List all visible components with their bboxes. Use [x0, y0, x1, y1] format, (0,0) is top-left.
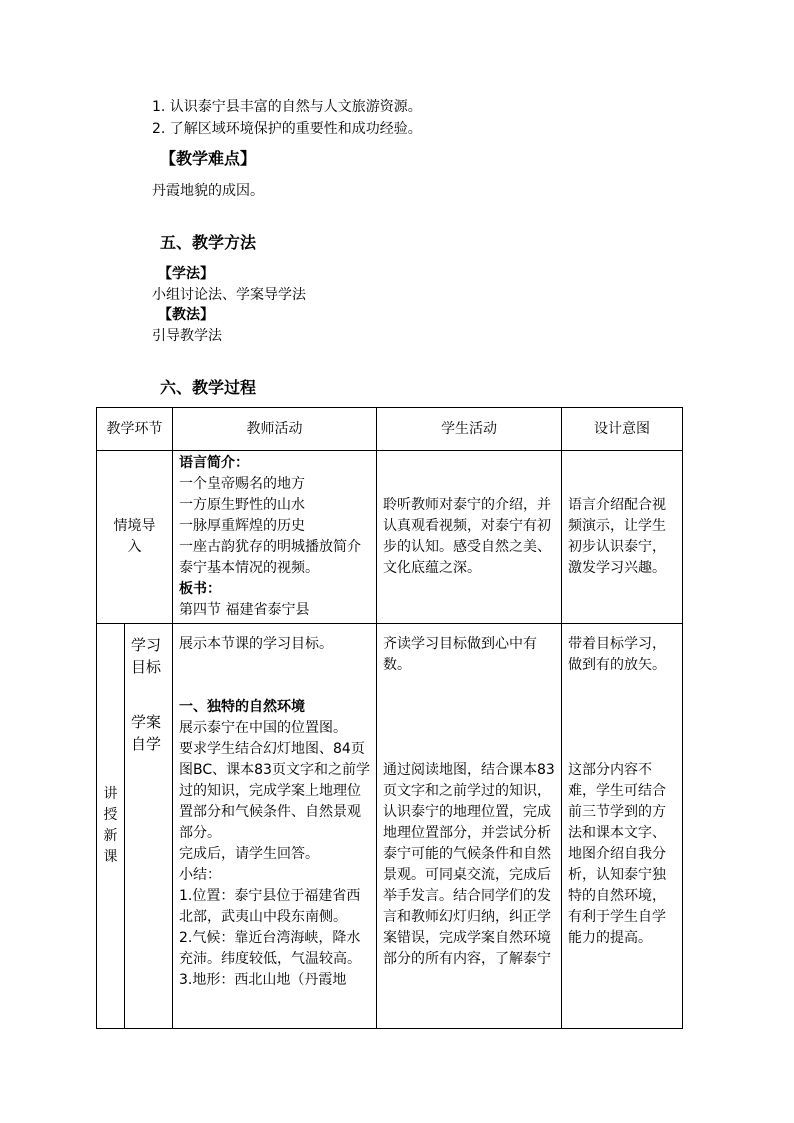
teacher-line: 1.位置：泰宁县位于福建省西北部，武夷山中段东南侧。	[179, 888, 361, 925]
header-student: 学生活动	[377, 408, 562, 451]
teacher-line: 完成后，请学生回答。	[179, 846, 319, 862]
study-method-text: 小组讨论法、学案导学法	[152, 287, 306, 303]
intro-line: 一座古韵犹存的明城播放简介泰宁基本情况的视频。	[179, 539, 361, 576]
sub-stages	[125, 624, 173, 1029]
stage-new-lesson: 讲授新课	[97, 624, 125, 1029]
sub-stage-self-study: 学案自学	[131, 713, 162, 753]
goal-item-2: 2. 了解区域环境保护的重要性和成功经验。	[152, 121, 422, 137]
process-heading: 六、教学过程	[160, 378, 257, 397]
teacher-line: 2.气候：靠近台湾海峡，降水充沛。纬度较低，气温较高。	[179, 930, 361, 967]
header-intent: 设计意图	[562, 408, 683, 451]
table-row	[97, 624, 683, 1029]
board-title: 板书：	[179, 581, 221, 597]
teacher-line: 小结：	[179, 867, 221, 883]
intent-goal: 带着目标学习，做到有的放矢。	[568, 636, 666, 673]
student-activity-intro: 聆听教师对泰宁的介绍，并认真观看视频，对泰宁有初步的认知。感受自然之美、文化底蕴之深。	[377, 451, 562, 624]
intro-line: 一脉厚重辉煌的历史	[179, 518, 305, 534]
intro-title: 语言简介：	[179, 455, 249, 471]
teacher-activity-intro	[173, 451, 377, 624]
student-activity-new	[377, 624, 562, 1029]
section-title: 一、独特的自然环境	[179, 699, 305, 715]
table-header-row	[97, 408, 683, 451]
student-text: 通过阅读地图，结合课本83页文字和之前学过的知识，认识泰宁的地理位置，完成地理位置部分，并尝试分析泰宁可能的气候条件和自然景观。可同桌交流，完成后举手发言。结合同学们的发言和教师幻灯归纳，纠正学案错误，完成学案自然环境部分的所有内容，了解泰宁	[383, 762, 555, 967]
teacher-goal: 展示本节课的学习目标。	[179, 636, 333, 652]
teaching-process-table	[96, 407, 683, 1029]
intent-new	[562, 624, 683, 1029]
intro-line: 一方原生野性的山水	[179, 497, 305, 513]
teacher-line: 3.地形：西北山地（丹霞地	[179, 972, 347, 988]
header-teacher: 教师活动	[173, 408, 377, 451]
teacher-line: 要求学生结合幻灯地图、84页图BC、课本83页文字和之前学过的知识，完成学案上地理位置部分和气候条件、自然景观部分。	[179, 741, 370, 841]
methods-heading: 五、教学方法	[160, 233, 257, 252]
study-method-heading: 【学法】	[158, 266, 214, 282]
teach-method-text: 引导教学法	[152, 328, 222, 344]
header-stage: 教学环节	[97, 408, 173, 451]
intro-line: 一个皇帝赐名的地方	[179, 476, 305, 492]
intent-intro: 语言介绍配合视频演示，让学生初步认识泰宁，激发学习兴趣。	[562, 451, 683, 624]
difficulty-text: 丹霞地貌的成因。	[152, 183, 264, 199]
board-text: 第四节 福建省泰宁县	[179, 602, 310, 618]
difficulty-heading: 【教学难点】	[160, 149, 257, 168]
teacher-activity-new	[173, 624, 377, 1029]
teacher-line: 展示泰宁在中国的位置图。	[179, 720, 347, 736]
table-row	[97, 451, 683, 624]
teach-method-heading: 【教法】	[158, 307, 214, 323]
student-goal: 齐读学习目标做到心中有数。	[383, 636, 537, 673]
goal-item-1: 1. 认识泰宁县丰富的自然与人文旅游资源。	[152, 99, 422, 115]
intent-text: 这部分内容不难，学生可结合前三节学到的方法和课本文字、地图介绍自我分析，认知泰宁独特的自然环境，有利于学生自学能力的提高。	[568, 762, 666, 946]
sub-stage-goals: 学习目标	[131, 636, 162, 676]
stage-intro: 情境导入	[97, 451, 173, 624]
